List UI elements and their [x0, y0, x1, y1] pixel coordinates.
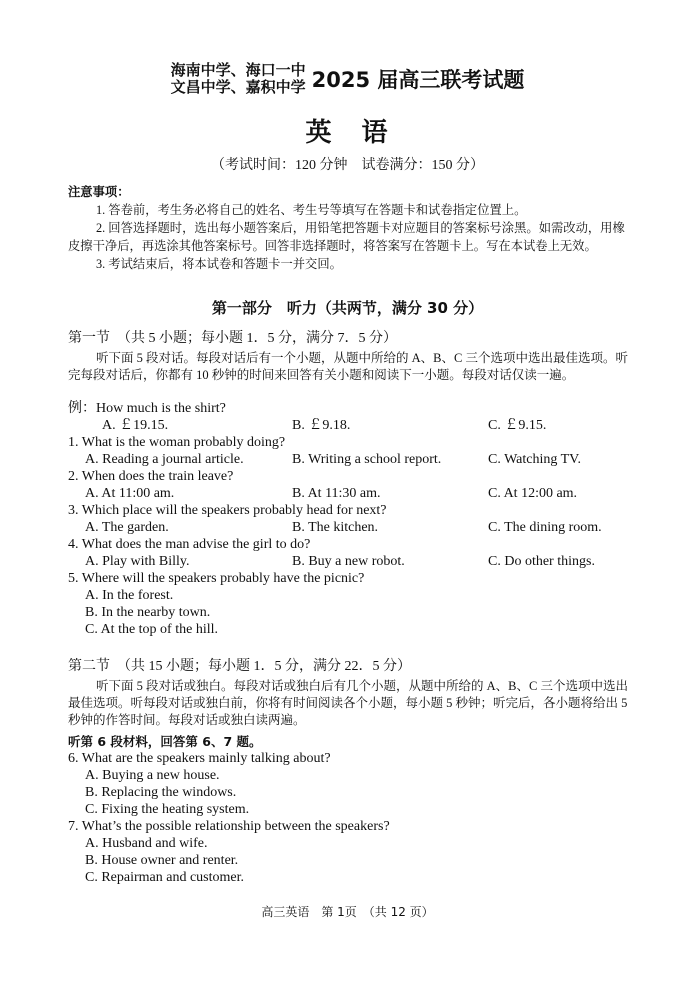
q1-option-a: A. Reading a journal article. [85, 452, 244, 467]
q7-option-a: A. Husband and wife. [85, 836, 208, 851]
question-1: 1. What is the woman probably doing? [68, 435, 286, 450]
question-5: 5. Where will the speakers probably have the picnic? [68, 571, 365, 586]
q3-option-c: C. The dining room. [488, 520, 602, 535]
question-2: 2. When does the train leave? [68, 469, 234, 484]
school-line-1: 海南中学、海口一中 [170, 61, 306, 79]
q1-option-c: C. Watching TV. [488, 452, 581, 467]
example-option-c: C. ￡9.15. [488, 418, 547, 433]
notice-item-3: 3. 考试结束后，将本试卷和答题卡一并交回。 [96, 257, 342, 271]
q2-option-c: C. At 12:00 am. [488, 486, 578, 501]
question-2-options [68, 485, 648, 502]
section1-questions [68, 400, 648, 638]
q6-option-c: C. Fixing the heating system. [85, 802, 250, 817]
question-7: 7. What’s the possible relationship between the speakers? [68, 819, 390, 834]
question-4: 4. What does the man advise the girl to do? [68, 537, 311, 552]
q7-option-b: B. House owner and renter. [85, 853, 239, 868]
q1-option-b: B. Writing a school report. [292, 452, 442, 467]
example-options [68, 417, 648, 434]
q5-option-a: A. In the forest. [85, 588, 174, 603]
material-6-title: 听第 6 段材料，回答第 6、7 题。 [68, 734, 262, 749]
question-6: 6. What are the speakers mainly talking about? [68, 751, 331, 766]
q7-option-c: C. Repairman and customer. [85, 870, 245, 885]
exam-header [0, 62, 695, 96]
part1-title: 第一部分 听力（共两节，满分 30 分） [211, 299, 484, 317]
subject-title: 英 语 [305, 118, 390, 148]
q4-option-c: C. Do other things. [488, 554, 595, 569]
q4-option-a: A. Play with Billy. [85, 554, 190, 569]
q3-option-a: A. The garden. [85, 520, 169, 535]
notice-item-2: 2. 回答选择题时，选出每小题答案后，用铅笔把答题卡对应题目的答案标号涂黑。如需改动，用橡皮擦干净后，再选涂其他答案标号。回答非选择题时，将答案写在答题卡上。写在本试卷上无效。 [68, 221, 625, 253]
question-4-options [68, 553, 648, 570]
question-3-options [68, 519, 648, 536]
example-question: 例：How much is the shirt? [68, 401, 226, 416]
question-3: 3. Which place will the speakers probably head for next? [68, 503, 387, 518]
page-footer: 高三英语 第 1页 （共 12 页） [261, 905, 434, 919]
q2-option-b: B. At 11:30 am. [292, 486, 381, 501]
exam-title: 2025 届高三联考试题 [311, 68, 525, 92]
example-option-a: A. ￡19.15. [102, 418, 169, 433]
notice-item-1: 1. 答卷前，考生务必将自己的姓名、考生号等填写在答题卡和试卷指定位置上。 [96, 203, 527, 217]
question-1-options [68, 451, 648, 468]
q6-option-a: A. Buying a new house. [85, 768, 220, 783]
q2-option-a: A. At 11:00 am. [85, 486, 175, 501]
q5-option-b: B. In the nearby town. [85, 605, 211, 620]
section1-instructions: 听下面 5 段对话。每段对话后有一个小题，从题中所给的 A、B、C 三个选项中选出最佳选项。听完每段对话后，你都有 10 秒钟的时间来回答有关小题和阅读下一小题。每段对话仅读一遍。 [68, 351, 628, 382]
q6-option-b: B. Replacing the windows. [85, 785, 237, 800]
section2-instructions: 听下面 5 段对话或独白。每段对话或独白后有几个小题，从题中所给的 A、B、C 三个选项中选出最佳选项。听每段对话或独白前，你将有时间阅读各个小题，每小题 5 秒钟；听完后，各小题将给出 5 秒钟的作答时间。每段对话或独白读两遍。 [68, 679, 628, 727]
exam-info: （考试时间：120 分钟 试卷满分：150 分） [211, 158, 484, 173]
section2-title: 第二节 （共 15 小题；每小题 1．5 分，满分 22．5 分） [68, 659, 411, 674]
section2-questions [68, 733, 648, 886]
example-option-b: B. ￡9.18. [292, 418, 351, 433]
notice-title: 注意事项： [68, 185, 130, 199]
q3-option-b: B. The kitchen. [292, 520, 379, 535]
notice-section [68, 183, 630, 273]
school-line-2: 文昌中学、嘉积中学 [170, 78, 306, 96]
school-names [171, 62, 306, 96]
section1-title: 第一节 （共 5 小题；每小题 1．5 分，满分 7．5 分） [68, 331, 397, 346]
q4-option-b: B. Buy a new robot. [292, 554, 405, 569]
q5-option-c: C. At the top of the hill. [85, 622, 218, 637]
